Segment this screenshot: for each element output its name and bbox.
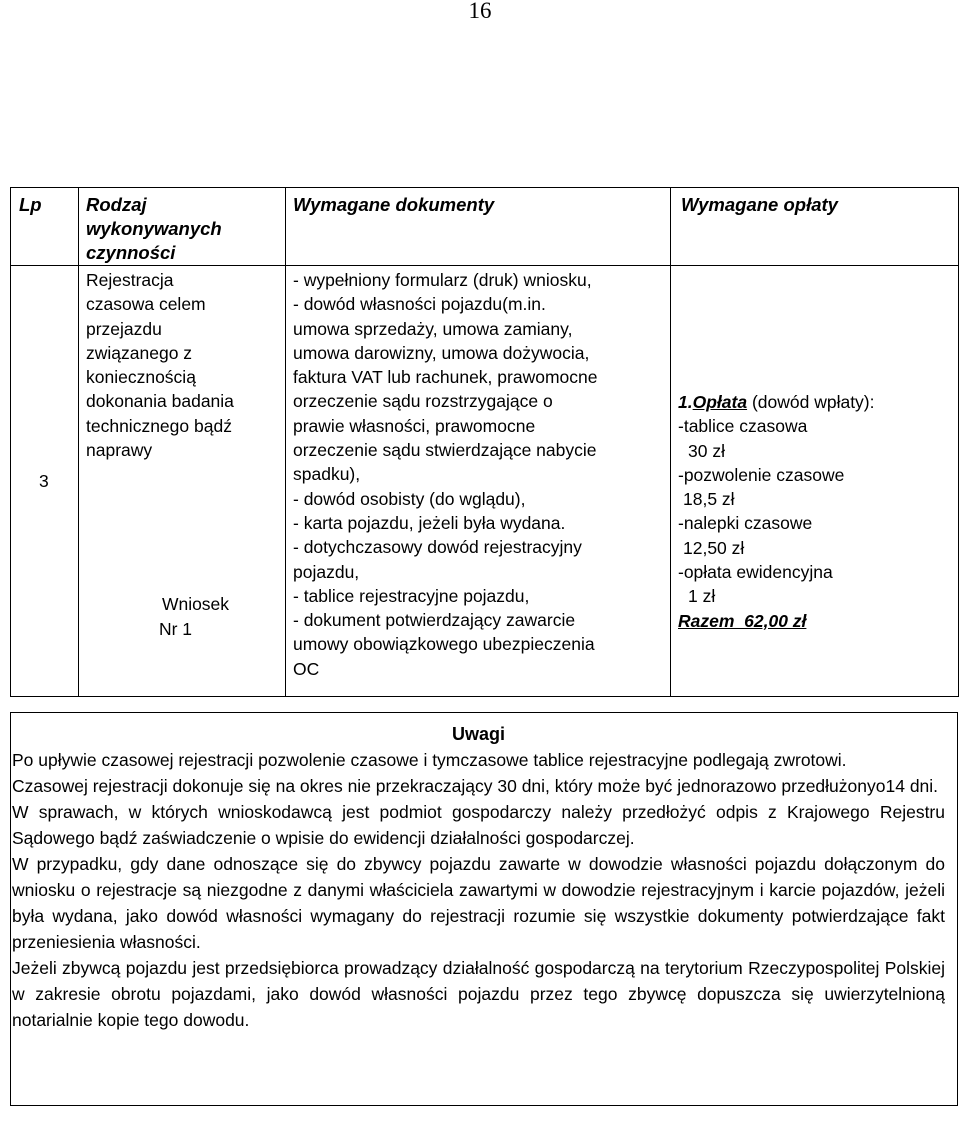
fee-item-amount: 30 zł <box>688 440 725 461</box>
fee-item-amount: 1 zł <box>688 586 716 607</box>
table-row <box>11 266 959 697</box>
fee-item-label: -nalepki czasowe <box>678 513 813 534</box>
fee-item-label: -pozwolenie czasowe <box>678 464 845 485</box>
requirements-table <box>10 187 959 697</box>
note-paragraph: W przypadku, gdy dane odnoszące się do zbywcy pojazdu zawarte w dowodzie własności pojazdu dołączonym do wniosku o rejestracje są niezgodne z danymi właściciela zawartymi w dowodzie rejestracyjnym i karcie pojazdów, jeżeli była wydana, jako dowód własności wymagany do rejestracji rozumie się wszystkie dokumenty potwierdzające fakt przeniesienia własności. <box>12 854 945 952</box>
note-paragraph: Czasowej rejestracji dokonuje się na okres nie przekraczający 30 dni, który może być jednorazowo przedłużonyo14 dni. <box>12 776 939 796</box>
table-header-row <box>11 188 959 266</box>
row-number: 3 <box>11 266 79 697</box>
form-reference: Wniosek Nr 1 <box>158 594 230 639</box>
header-fees: Wymagane opłaty <box>671 188 959 266</box>
page-number: 16 <box>468 0 492 23</box>
note-paragraph: W sprawach, w których wnioskodawcą jest podmiot gospodarczy należy przedłożyć odpis z Krajowego Rejestru Sądowego bądź zaświadczenie o wpisie do ewidencji działalności gospodarczej. <box>12 802 945 848</box>
fee-total: Razem 62,00 zł <box>678 610 807 631</box>
header-documents: Wymagane dokumenty <box>286 188 671 266</box>
notes-title: Uwagi <box>451 724 505 744</box>
note-paragraph: Po upływie czasowej rejestracji pozwolenie czasowe i tymczasowe tablice rejestracyjne podlegają zwrotowi. <box>12 750 847 770</box>
activity-cell <box>79 266 286 697</box>
note-paragraph: Jeżeli zbywcą pojazdu jest przedsiębiorca prowadzący działalność gospodarczą na terytorium Rzeczypospolitej Polskiej w zakresie obrotu pojazdami, jako dowód własności pojazdu przez tego zbywcę dopuszcza się uwierzytelnioną notarialnie kopie tego dowodu. <box>12 958 945 1030</box>
fee-item-amount: 18,5 zł <box>683 489 735 510</box>
header-lp: Lp <box>11 188 79 266</box>
documents-cell: - wypełniony formularz (druk) wniosku, - dowód własności pojazdu(m.in. umowa sprzedaży, umowa zamiany, umowa darowizny, umowa dożywocia, faktura VAT lub rachunek, prawomocne orzeczenie sądu rozstrzygające o prawie własności, prawomocne orzeczenie sądu stwierdzające nabycie spadku), - dowód osobisty (do wglądu), - karta pojazdu, jeżeli była wydana. - dotychczasowy dowód rejestracyjny pojazdu, - tablice rejestracyjne pojazdu, - dokument potwierdzający zawarcie umowy obowiązkowego ubezpieczenia OC <box>286 266 671 697</box>
header-activity: Rodzaj wykonywanych czynności <box>79 188 286 266</box>
fees-cell <box>671 266 959 697</box>
activity-name: Rejestracja czasowa celem przejazdu związanego z koniecznością dokonania badania technicznego bądź naprawy <box>86 270 234 461</box>
fee-item-label: -tablice czasowa <box>678 416 808 437</box>
fee-item-label: -opłata ewidencyjna <box>678 562 833 583</box>
fee-item-amount: 12,50 zł <box>683 537 745 558</box>
notes-box <box>10 712 958 1106</box>
fee-lead: 1.Opłata (dowód wpłaty): <box>678 392 875 412</box>
